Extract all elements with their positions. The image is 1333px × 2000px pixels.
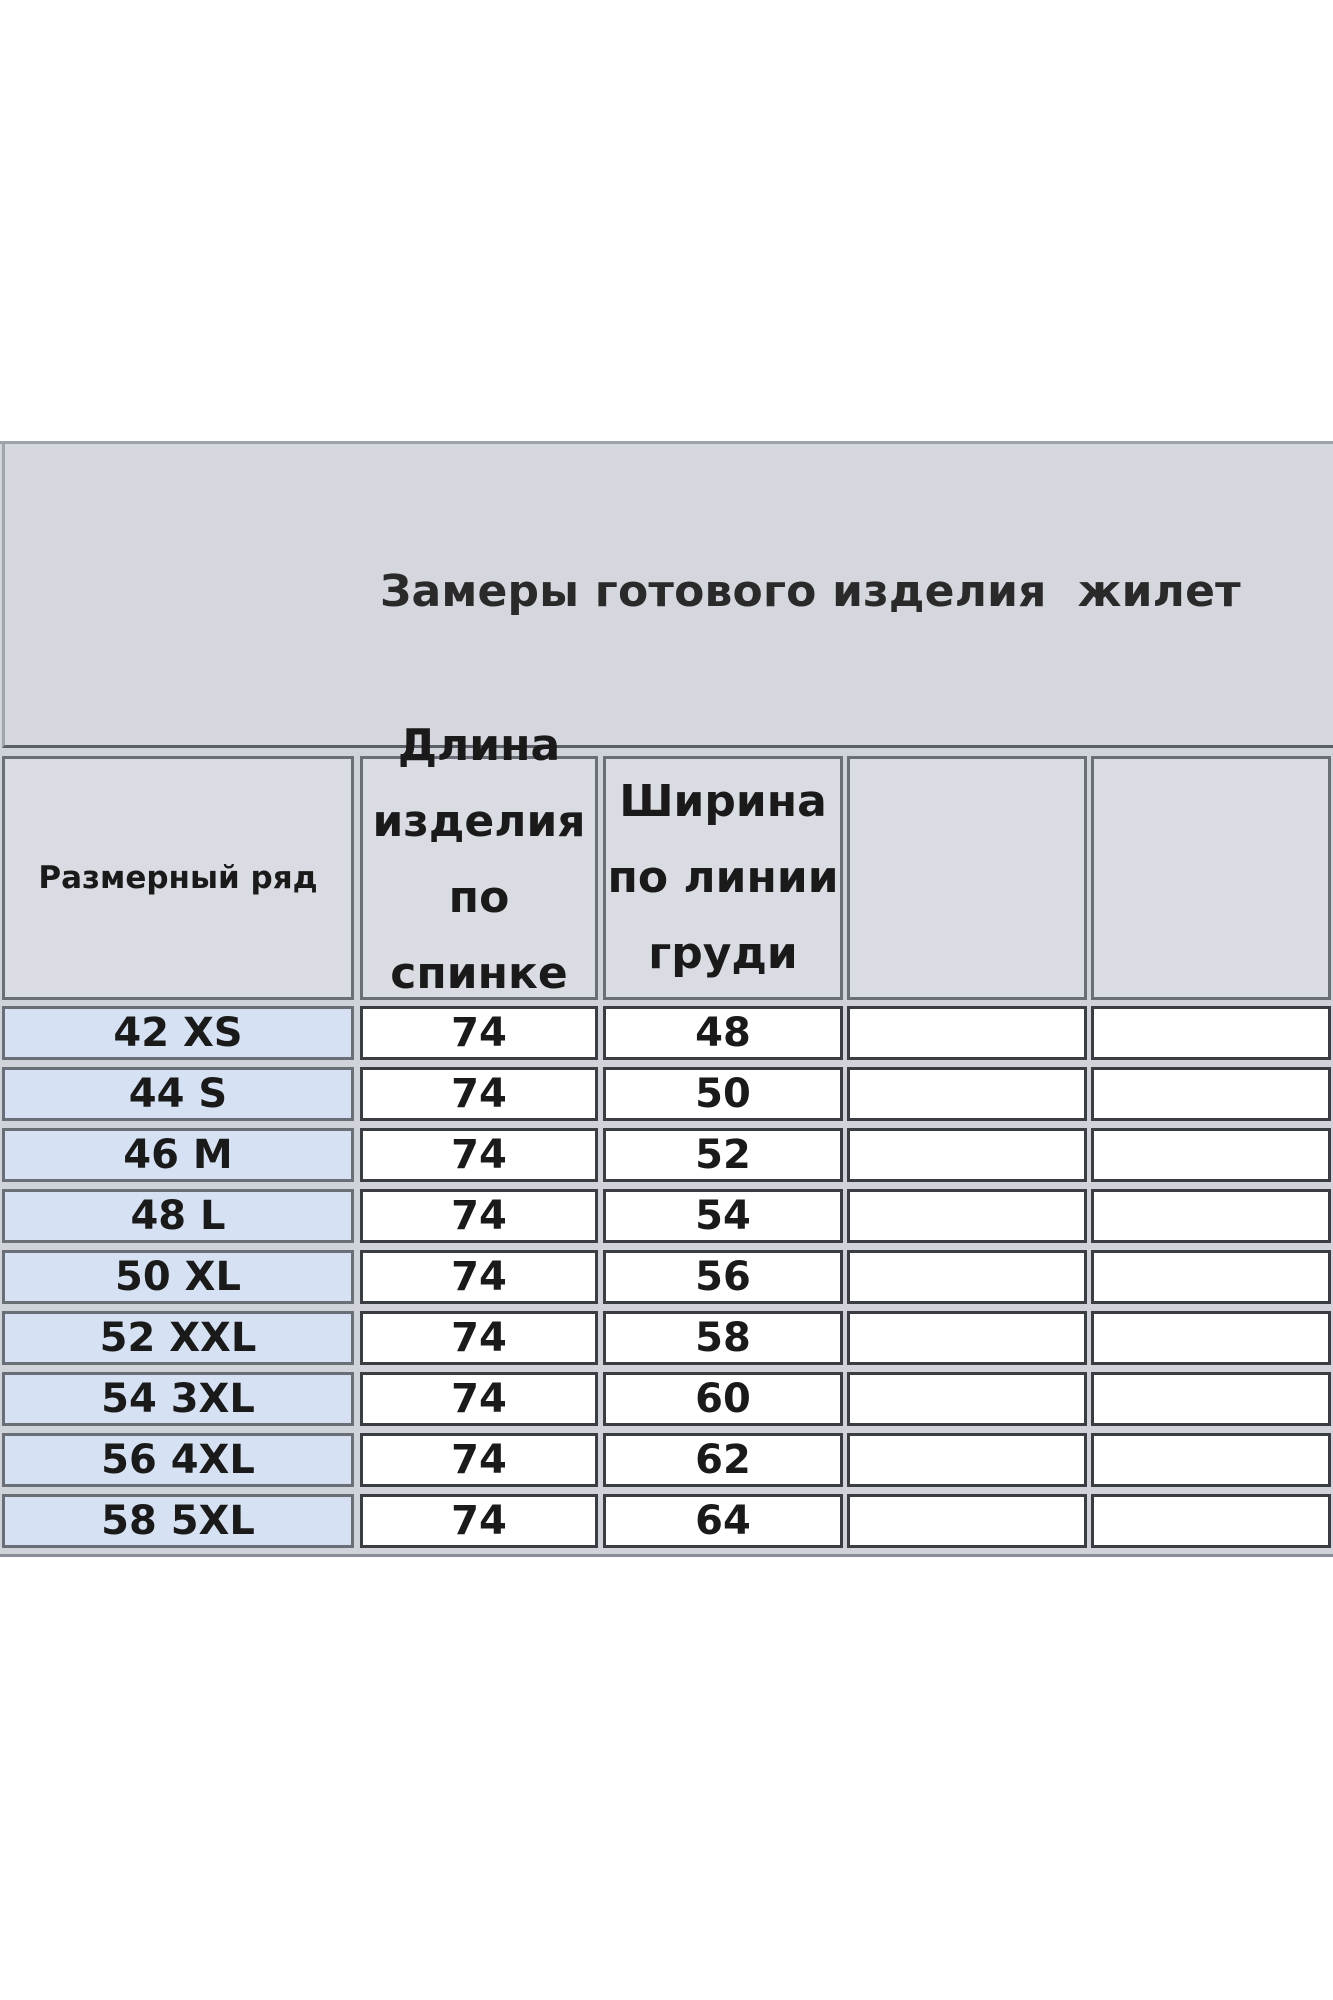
- cell-chest: [603, 1250, 843, 1304]
- cell-extra2: [1091, 1372, 1331, 1426]
- cell-length-value: 74: [451, 1437, 507, 1483]
- cell-chest-value: 54: [695, 1193, 751, 1239]
- header-empty-1: [847, 756, 1087, 1000]
- cell-size: [2, 1006, 354, 1060]
- cell-size-value: 42 XS: [113, 1010, 243, 1056]
- cell-length: [360, 1189, 598, 1243]
- cell-chest: [603, 1128, 843, 1182]
- cell-chest-value: 58: [695, 1315, 751, 1361]
- cell-chest-value: 56: [695, 1254, 751, 1300]
- header-size-range: [2, 756, 354, 1000]
- cell-extra2: [1091, 1494, 1331, 1548]
- title-cell: [2, 444, 1333, 748]
- cell-extra2: [1091, 1189, 1331, 1243]
- cell-chest: [603, 1372, 843, 1426]
- cell-extra2: [1091, 1006, 1331, 1060]
- cell-extra1: [847, 1067, 1087, 1121]
- cell-extra1: [847, 1128, 1087, 1182]
- cell-extra1: [847, 1311, 1087, 1365]
- header-size-range-label: Размерный ряд: [38, 860, 318, 896]
- cell-chest-value: 64: [695, 1498, 751, 1544]
- cell-length: [360, 1433, 598, 1487]
- page-title: Замеры готового изделия жилет: [380, 566, 1241, 617]
- cell-extra1: [847, 1372, 1087, 1426]
- cell-size-value: 58 5XL: [101, 1498, 255, 1544]
- cell-chest-value: 60: [695, 1376, 751, 1422]
- cell-length: [360, 1494, 598, 1548]
- cell-chest-value: 48: [695, 1010, 751, 1056]
- cell-chest-value: 50: [695, 1071, 751, 1117]
- cell-chest: [603, 1067, 843, 1121]
- cell-extra2: [1091, 1433, 1331, 1487]
- cell-size-value: 44 S: [128, 1071, 228, 1117]
- cell-chest: [603, 1189, 843, 1243]
- cell-size-value: 52 XXL: [99, 1315, 257, 1361]
- cell-length-value: 74: [451, 1254, 507, 1300]
- header-chest-width: [603, 756, 843, 1000]
- header-length: [360, 720, 598, 1000]
- cell-chest: [603, 1433, 843, 1487]
- cell-extra1: [847, 1494, 1087, 1548]
- cell-size: [2, 1372, 354, 1426]
- cell-size: [2, 1189, 354, 1243]
- cell-extra1: [847, 1250, 1087, 1304]
- cell-extra2: [1091, 1128, 1331, 1182]
- cell-length: [360, 1067, 598, 1121]
- cell-length-value: 74: [451, 1498, 507, 1544]
- cell-length: [360, 1006, 598, 1060]
- cell-size: [2, 1128, 354, 1182]
- cell-size: [2, 1311, 354, 1365]
- cell-size-value: 50 XL: [115, 1254, 241, 1300]
- cell-size: [2, 1250, 354, 1304]
- cell-chest: [603, 1311, 843, 1365]
- cell-size-value: 56 4XL: [101, 1437, 255, 1483]
- cell-length: [360, 1311, 598, 1365]
- cell-size: [2, 1067, 354, 1121]
- cell-extra2: [1091, 1311, 1331, 1365]
- cell-chest: [603, 1006, 843, 1060]
- size-chart-sheet: [0, 441, 1333, 1557]
- cell-length-value: 74: [451, 1193, 507, 1239]
- cell-length-value: 74: [451, 1071, 507, 1117]
- cell-extra2: [1091, 1250, 1331, 1304]
- cell-chest-value: 52: [695, 1132, 751, 1178]
- cell-chest-value: 62: [695, 1437, 751, 1483]
- header-chest-width-label: Ширина по линии груди: [607, 776, 839, 979]
- cell-extra2: [1091, 1067, 1331, 1121]
- cell-length: [360, 1372, 598, 1426]
- cell-length-value: 74: [451, 1132, 507, 1178]
- header-length-label: Длина изделия по спинке: [372, 720, 586, 999]
- cell-length-value: 74: [451, 1010, 507, 1056]
- header-empty-2: [1091, 756, 1331, 1000]
- cell-chest: [603, 1494, 843, 1548]
- cell-extra1: [847, 1189, 1087, 1243]
- cell-length: [360, 1250, 598, 1304]
- cell-size: [2, 1433, 354, 1487]
- cell-length-value: 74: [451, 1315, 507, 1361]
- cell-extra1: [847, 1433, 1087, 1487]
- cell-extra1: [847, 1006, 1087, 1060]
- cell-size: [2, 1494, 354, 1548]
- cell-length-value: 74: [451, 1376, 507, 1422]
- cell-size-value: 54 3XL: [101, 1376, 255, 1422]
- cell-size-value: 48 L: [130, 1193, 226, 1239]
- cell-size-value: 46 M: [123, 1132, 233, 1178]
- cell-length: [360, 1128, 598, 1182]
